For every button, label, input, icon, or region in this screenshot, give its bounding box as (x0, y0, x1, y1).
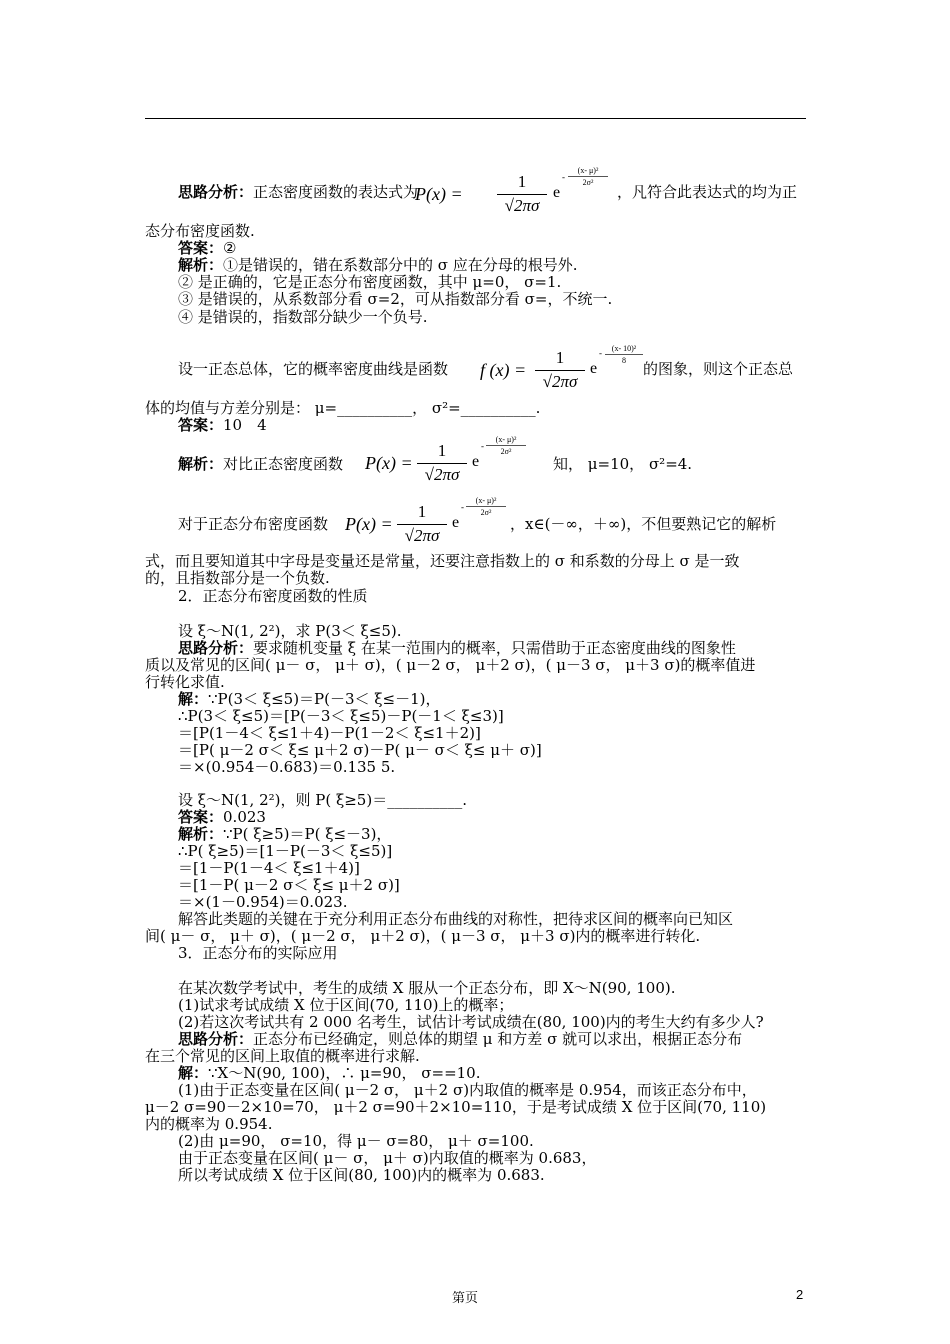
line-20 (178, 690, 441, 708)
line-10 (178, 416, 267, 434)
formula-lhs: P(x) = (415, 184, 463, 204)
formula-exp-sign: - (599, 348, 602, 358)
line-39: 在三个常见的区间上取值的概率进行求解. (145, 1047, 420, 1065)
formula-exponent (568, 166, 608, 187)
label-answer: 答案： (178, 416, 224, 434)
line-22: ＝[P(1－4＜ ξ≤1＋4)－P(1－2＜ ξ≤1＋2)] (178, 724, 481, 742)
text: ∵P( ξ≥5)＝P( ξ≤－3)， (223, 825, 392, 843)
line-6: ③ 是错误的，从系数部分看 σ=2，可从指数部分看 σ=，不统一. (178, 290, 613, 308)
formula-exp-den: 8 (622, 356, 626, 365)
line-37: (2)若这次考试共有 2 000 名考生，试估计考试成绩在(80, 100)内的考生大约有多少人? (178, 1013, 764, 1031)
line-29: ＝[1－P(1－4＜ ξ≤1＋4)] (178, 859, 360, 877)
line-43: 内的概率为 0.954. (145, 1115, 273, 1133)
text: ①是错误的，错在系数部分中的 σ 应在分母的根号外. (223, 256, 578, 274)
line-21: ∴P(3＜ ξ≤5)＝[P(－3＜ ξ≤5)－P(－1＜ ξ≤3)] (178, 707, 504, 725)
label-analysis: 思路分析： (178, 183, 254, 201)
formula-numerator: 1 (555, 348, 565, 367)
formula-denominator: √2πσ (424, 465, 460, 484)
footer-center: 第页 (452, 1290, 479, 1305)
label-answer: 答案： (178, 239, 224, 257)
formula-normal-density-3 (345, 496, 525, 550)
line-26 (178, 808, 266, 826)
formula-exp-num: (x- μ)² (495, 435, 517, 444)
formula-lhs: P(x) = (365, 453, 413, 473)
line-46: 所以考试成绩 X 位于区间(80, 100)内的概率为 0.683. (178, 1166, 545, 1184)
formula-exp-sign: - (562, 172, 565, 182)
formula-exp-base: e (452, 514, 460, 531)
label-solution: 解： (178, 690, 209, 708)
line-11 (178, 455, 343, 473)
text: 要求随机变量 ξ 在某一范围内的概率，只需借助于正态密度曲线的图象性 (253, 639, 736, 657)
line-42: μ－2 σ=90－2×10=70， μ＋2 σ=90＋2×10=110，于是考试成绩 X 位于区间(70, 110) (145, 1098, 767, 1116)
label-explanation: 解析： (178, 256, 224, 274)
line-12: 对于正态分布密度函数 (178, 515, 329, 533)
page-number: 2 (796, 1287, 804, 1302)
line-1 (178, 183, 418, 201)
line-19: 行转化求值. (145, 673, 225, 691)
formula-exponent (466, 496, 506, 517)
formula-exponent (605, 344, 643, 365)
line-5: ② 是正确的，它是正态分布密度函数，其中 μ=0， σ=1. (178, 273, 562, 291)
line-28: ∴P( ξ≥5)＝[1－P(－3＜ ξ≤5)] (178, 842, 393, 860)
line-12-tail: ，x∈(－∞，＋∞)，不但要熟记它的解析 (510, 515, 777, 533)
text: ∵X～N(90, 100)，∴ μ=90， σ==10. (208, 1064, 481, 1082)
text: ∵P(3＜ ξ≤5)＝P(－3＜ ξ≤－1)， (208, 690, 441, 708)
line-40 (178, 1064, 481, 1082)
line-27 (178, 825, 391, 843)
formula-numerator: 1 (417, 502, 427, 521)
header-rule (145, 118, 806, 119)
line-8-tail: 的图象，则这个正态总 (643, 360, 794, 378)
line-24: ＝×(0.954－0.683)＝0.135 5. (178, 758, 396, 776)
text: 正态密度函数的表达式为 (253, 183, 419, 201)
formula-exp-sign: - (461, 502, 464, 512)
formula-exp-den: 2σ² (480, 508, 492, 517)
line-32: 解答此类题的关键在于充分利用正态分布曲线的对称性，把待求区间的概率向已知区 (178, 910, 734, 928)
text: 正态分布已经确定，则总体的期望 μ 和方差 σ 就可以求出，根据正态分布 (253, 1030, 743, 1048)
line-16: 设 ξ～N(1, 2²)，求 P(3＜ ξ≤5). (178, 622, 402, 640)
line-41: (1)由于正态变量在区间( μ－2 σ， μ＋2 σ)内取值的概率是 0.954，而该正态分布中， (178, 1081, 757, 1099)
label-analysis: 思路分析： (178, 1030, 254, 1048)
line-31: ＝×(1－0.954)＝0.023. (178, 893, 348, 911)
line-44: (2)由 μ=90， σ=10，得 μ－ σ=80， μ＋ σ=100. (178, 1132, 534, 1150)
line-25: 设 ξ～N(1, 2²)，则 P( ξ≥5)＝__________. (178, 791, 467, 809)
formula-lhs: f (x) = (480, 360, 527, 380)
line-14: 的，且指数部分是一个负数. (145, 569, 330, 587)
label-analysis: 思路分析： (178, 639, 254, 657)
line-7: ④ 是错误的，指数部分缺少一个负号. (178, 308, 428, 326)
formula-denominator: √2πσ (504, 196, 540, 215)
formula-exponent (486, 435, 526, 456)
line-33: 间( μ－ σ， μ＋ σ)，( μ－2 σ， μ＋2 σ)，( μ－3 σ， μ＋3 σ)内的概率进行转化. (145, 927, 701, 945)
formula-numerator: 1 (437, 441, 447, 460)
line-8: 设一正态总体，它的概率密度曲线是函数 (178, 360, 449, 378)
line-38 (178, 1030, 742, 1048)
line-13: 式，而且要知道其中字母是变量还是常量，还要注意指数上的 σ 和系数的分母上 σ 是一致 (145, 552, 740, 570)
formula-denominator: √2πσ (404, 526, 440, 545)
line-1-tail: ，凡符合此表达式的均为正 (617, 183, 798, 201)
line-4 (178, 256, 578, 274)
section-3-heading: 3．正态分布的实际应用 (178, 944, 338, 962)
formula-normal-density-1 (415, 166, 625, 220)
label-answer: 答案： (178, 808, 224, 826)
label-explanation: 解析： (178, 825, 224, 843)
line-35: 在某次数学考试中，考生的成绩 X 服从一个正态分布，即 X～N(90, 100). (178, 979, 676, 997)
line-23: ＝[P( μ－2 σ＜ ξ≤ μ＋2 σ)－P( μ－ σ＜ ξ≤ μ＋ σ)] (178, 741, 542, 759)
formula-exp-num: (x- μ)² (577, 166, 599, 175)
line-45: 由于正态变量在区间( μ－ σ， μ＋ σ)内取值的概率为 0.683， (178, 1149, 597, 1167)
line-2: 态分布密度函数. (145, 222, 255, 240)
formula-normal-density-2 (365, 435, 555, 489)
formula-density-f (480, 344, 650, 396)
label-explanation: 解析： (178, 455, 224, 473)
formula-exp-sign: - (481, 441, 484, 451)
line-30: ＝[1－P( μ－2 σ＜ ξ≤ μ＋2 σ)] (178, 876, 400, 894)
line-36: (1)试求考试成绩 X 位于区间(70, 110)上的概率； (178, 996, 514, 1014)
formula-exp-base: e (472, 453, 480, 470)
formula-exp-num: (x- 10)² (611, 344, 637, 353)
label-solution: 解： (178, 1064, 209, 1082)
formula-denominator: √2πσ (542, 372, 578, 391)
line-11-tail: 知， μ=10， σ²=4. (553, 455, 693, 473)
text: 0.023 (223, 808, 266, 826)
line-18: 质以及常见的区间( μ－ σ， μ＋ σ)，( μ－2 σ， μ＋2 σ)，( μ－3 σ， μ＋3 σ)的概率值进 (145, 656, 756, 674)
formula-exp-base: e (553, 184, 561, 201)
formula-lhs: P(x) = (345, 514, 393, 534)
text: 对比正态密度函数 (223, 455, 344, 473)
text: 10 4 (223, 416, 267, 434)
formula-exp-num: (x- μ)² (475, 496, 497, 505)
line-3 (178, 239, 236, 257)
formula-exp-den: 2σ² (582, 178, 594, 187)
line-17 (178, 639, 736, 657)
line-9: 体的均值与方差分别是： μ=__________， σ²=__________. (145, 399, 541, 417)
formula-exp-den: 2σ² (500, 447, 512, 456)
text: ② (223, 239, 237, 257)
formula-numerator: 1 (517, 172, 527, 191)
section-2-heading: 2．正态分布密度函数的性质 (178, 587, 368, 605)
formula-exp-base: e (590, 360, 598, 377)
